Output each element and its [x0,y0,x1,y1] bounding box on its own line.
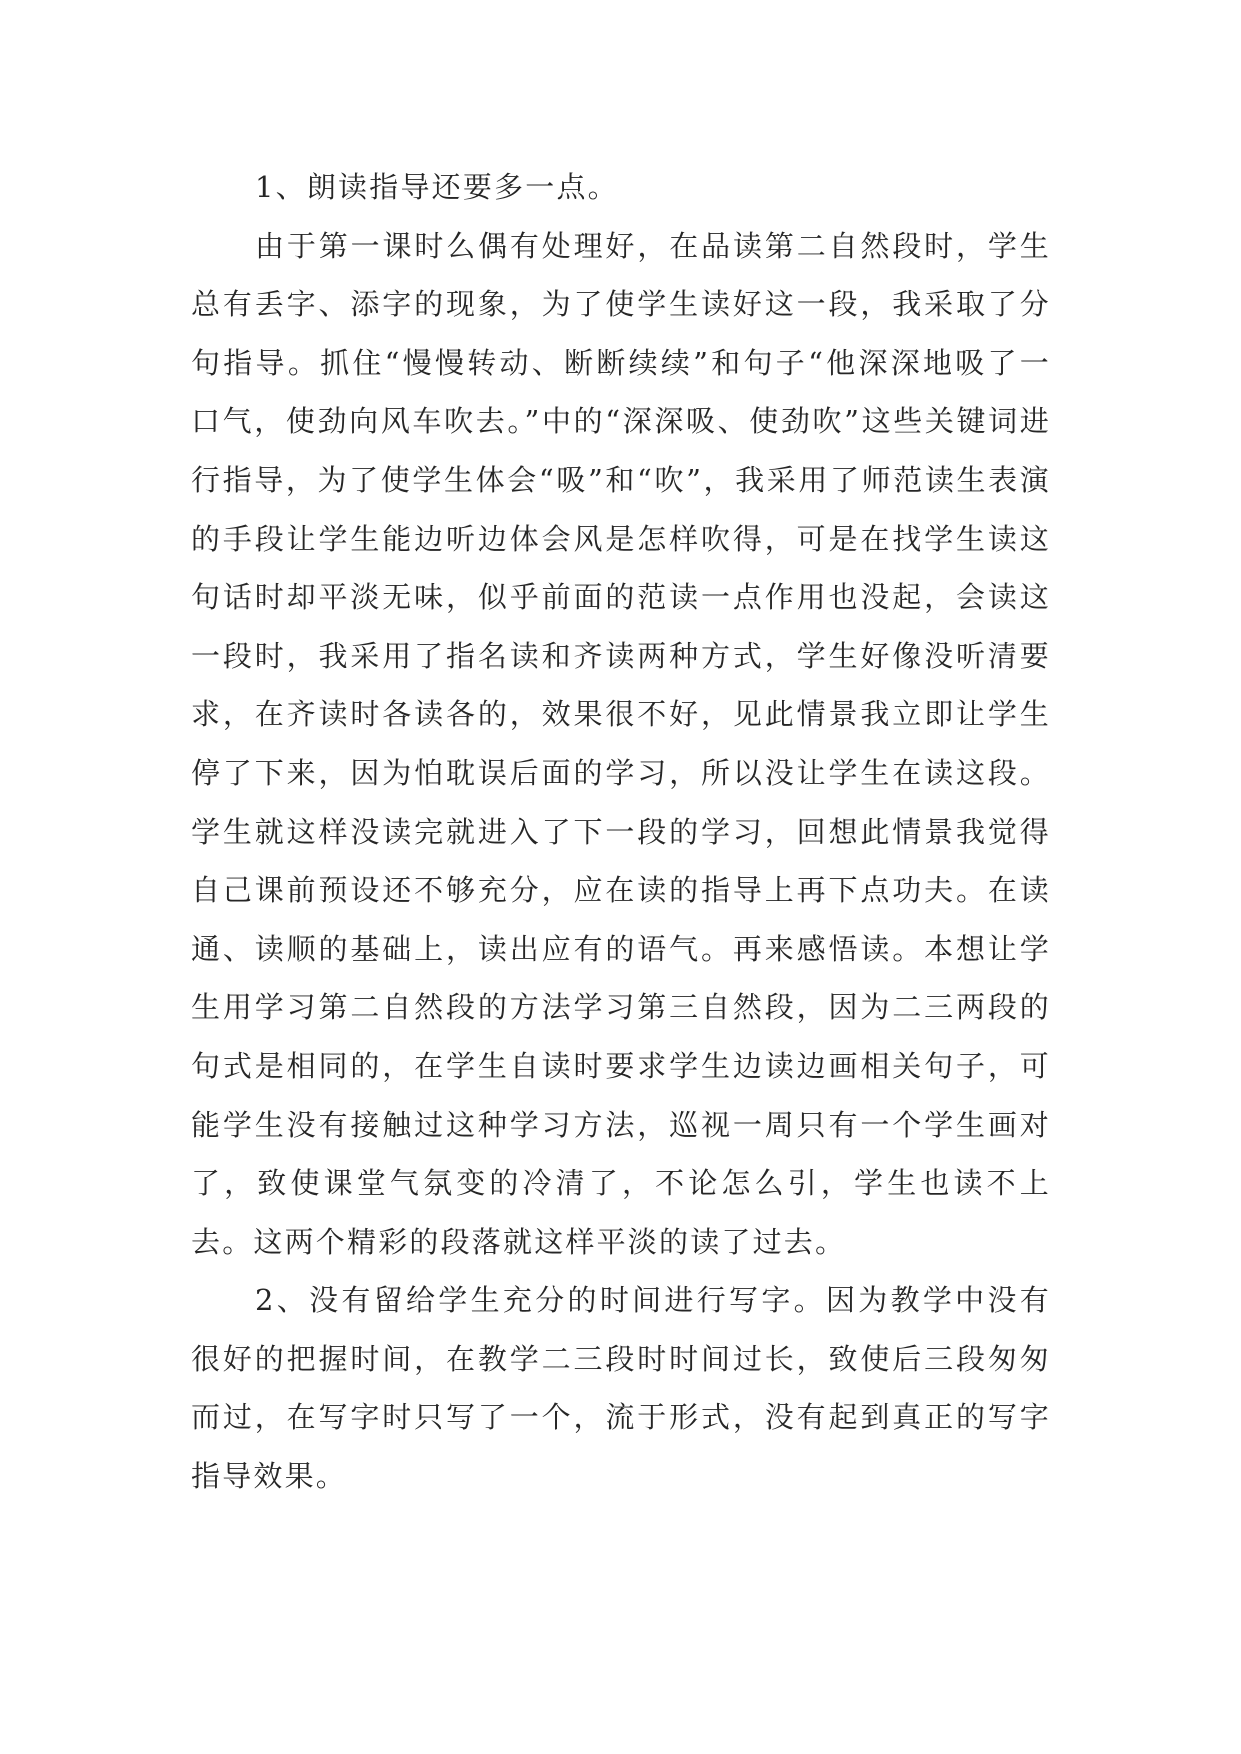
document-page [191,158,1051,1506]
paragraph-heading-2: 2、没有留给学生充分的时间进行写字。因为教学中没有很好的把握时间，在教学二三段时时间过长，致使后三段匆匆而过，在写字时只写了一个，流于形式，没有起到真正的写字指导效果。 [191,1283,1051,1494]
paragraph-body-1: 由于第一课时么偶有处理好，在品读第二自然段时，学生总有丢字、添字的现象，为了使学生读好这一段，我采取了分句指导。抓住“慢慢转动、断断续续”和句子“他深深地吸了一口气，使劲向风车吹去。”中的“深深吸、使劲吹”这些关键词进行指导，为了使学生体会“吸”和“吹”，我采用了师范读生表演的手段让学生能边听边体会风是怎样吹得，可是在找学生读这句话时却平淡无味，似乎前面的范读一点作用也没起，会读这一段时，我采用了指名读和齐读两种方式，学生好像没听清要求，在齐读时各读各的，效果很不好，见此情景我立即让学生停了下来，因为怕耽误后面的学习，所以没让学生在读这段。学生就这样没读完就进入了下一段的学习，回想此情景我觉得自己课前预设还不够充分，应在读的指导上再下点功夫。在读通、读顺的基础上，读出应有的语气。再来感悟读。本想让学生用学习第二自然段的方法学习第三自然段，因为二三两段的句式是相同的，在学生自读时要求学生边读边画相关句子，可能学生没有接触过这种学习方法，巡视一周只有一个学生画对了，致使课堂气氛变的冷清了，不论怎么引，学生也读不上去。这两个精彩的段落就这样平淡的读了过去。 [191,228,1051,1259]
paragraph-heading-1: 1、朗读指导还要多一点。 [255,170,619,204]
